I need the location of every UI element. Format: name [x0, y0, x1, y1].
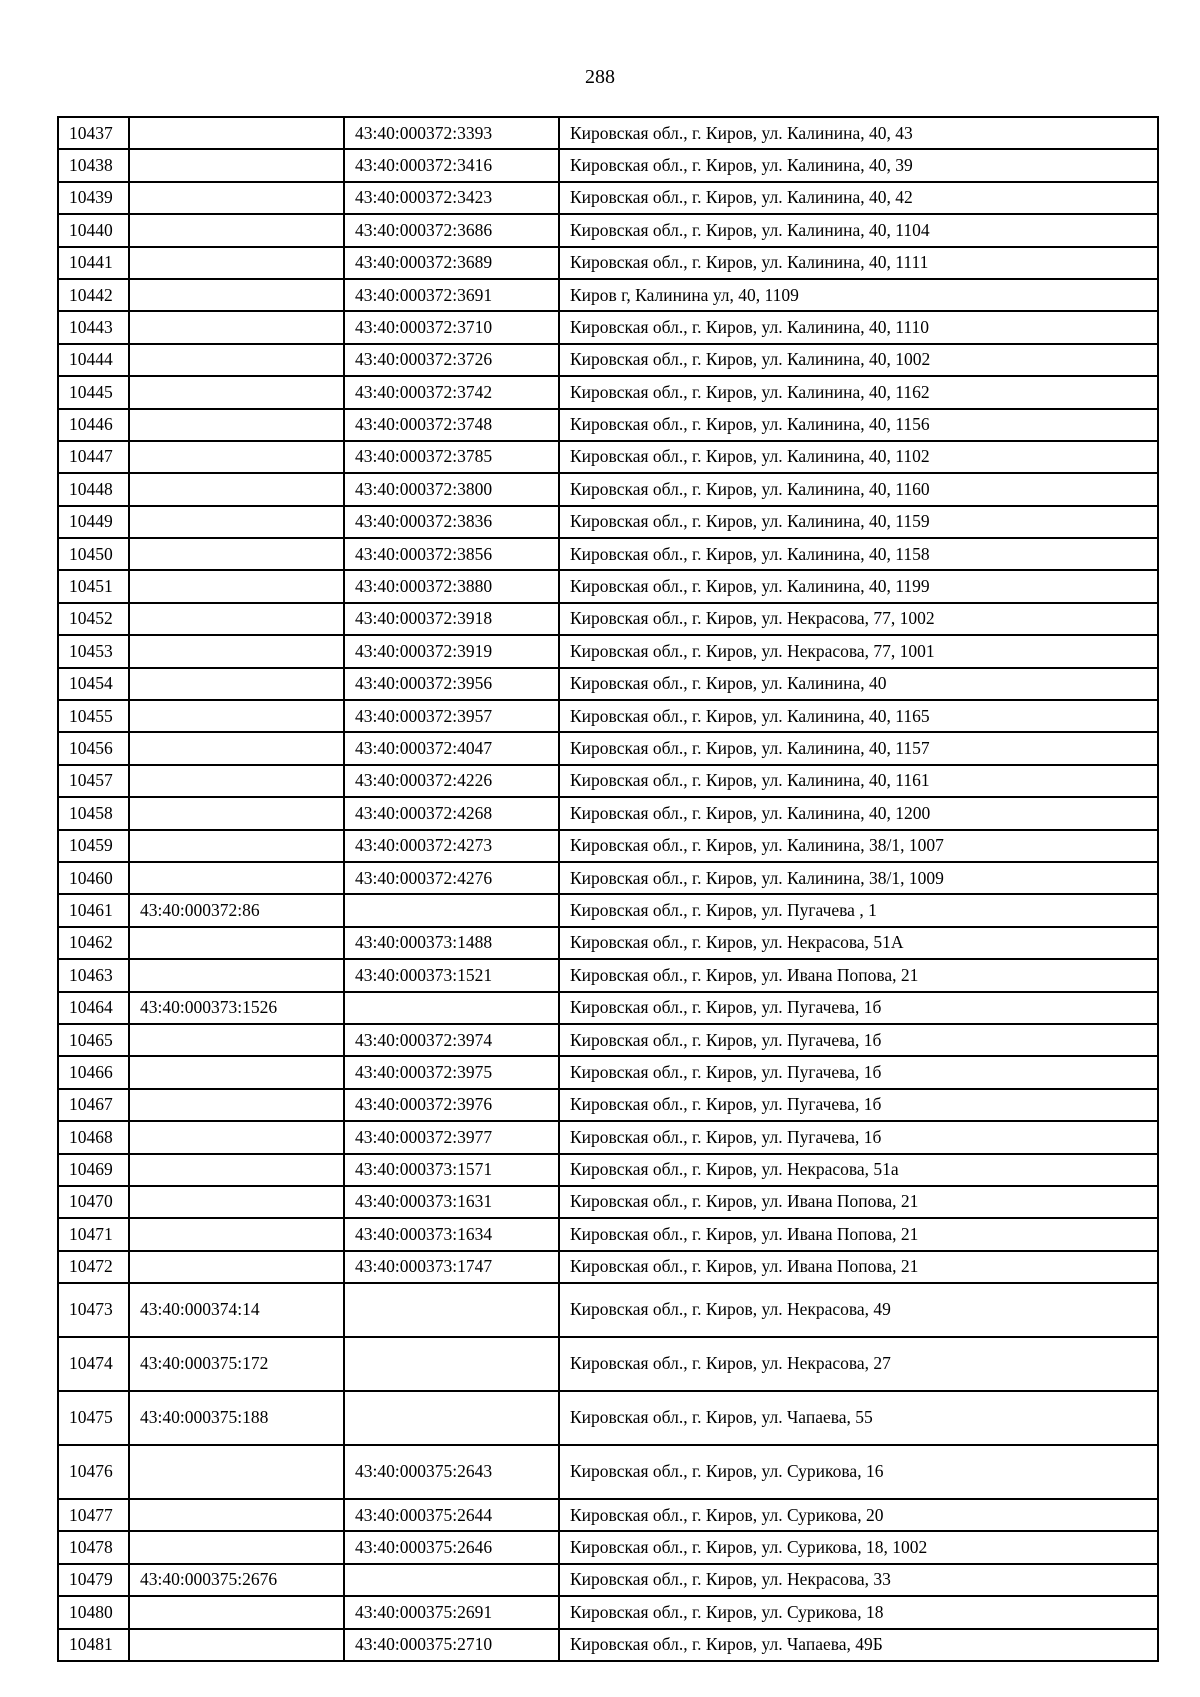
address-cell: Кировская обл., г. Киров, ул. Калинина, 40, 39: [559, 149, 1158, 181]
row-number-cell: 10440: [58, 214, 129, 246]
row-number-cell: 10461: [58, 894, 129, 926]
row-number-cell: 10443: [58, 311, 129, 343]
land-cadastral-number-cell: 43:40:000373:1526: [129, 992, 344, 1024]
land-cadastral-number-cell: [129, 668, 344, 700]
table-row: [58, 732, 1158, 764]
address-cell: Кировская обл., г. Киров, ул. Пугачева, 1б: [559, 1024, 1158, 1056]
row-number-cell: 10444: [58, 344, 129, 376]
object-cadastral-number-cell: 43:40:000372:3691: [344, 279, 559, 311]
address-cell: Кировская обл., г. Киров, ул. Чапаева, 49Б: [559, 1629, 1158, 1661]
object-cadastral-number-cell: 43:40:000372:3975: [344, 1056, 559, 1088]
address-cell: Кировская обл., г. Киров, ул. Некрасова, 49: [559, 1283, 1158, 1337]
table-row: [58, 441, 1158, 473]
land-cadastral-number-cell: [129, 247, 344, 279]
address-cell: Кировская обл., г. Киров, ул. Калинина, 40, 43: [559, 117, 1158, 149]
object-cadastral-number-cell: [344, 992, 559, 1024]
land-cadastral-number-cell: [129, 732, 344, 764]
address-cell: Кировская обл., г. Киров, ул. Пугачева, 1б: [559, 1121, 1158, 1153]
table-row: [58, 182, 1158, 214]
row-number-cell: 10460: [58, 862, 129, 894]
land-cadastral-number-cell: [129, 409, 344, 441]
table-row: [58, 797, 1158, 829]
object-cadastral-number-cell: 43:40:000372:3836: [344, 506, 559, 538]
row-number-cell: 10478: [58, 1531, 129, 1563]
object-cadastral-number-cell: 43:40:000372:4047: [344, 732, 559, 764]
land-cadastral-number-cell: [129, 473, 344, 505]
table-row: [58, 311, 1158, 343]
object-cadastral-number-cell: 43:40:000375:2644: [344, 1499, 559, 1531]
row-number-cell: 10438: [58, 149, 129, 181]
row-number-cell: 10463: [58, 959, 129, 991]
table-row: [58, 214, 1158, 246]
land-cadastral-number-cell: [129, 279, 344, 311]
object-cadastral-number-cell: 43:40:000372:3856: [344, 538, 559, 570]
row-number-cell: 10476: [58, 1445, 129, 1499]
address-cell: Кировская обл., г. Киров, ул. Калинина, 40, 1158: [559, 538, 1158, 570]
table-row: [58, 700, 1158, 732]
land-cadastral-number-cell: [129, 1056, 344, 1088]
object-cadastral-number-cell: 43:40:000375:2710: [344, 1629, 559, 1661]
table-row: [58, 1499, 1158, 1531]
table-row: [58, 1531, 1158, 1563]
address-cell: Кировская обл., г. Киров, ул. Некрасова, 77, 1002: [559, 603, 1158, 635]
land-cadastral-number-cell: [129, 570, 344, 602]
address-cell: Кировская обл., г. Киров, ул. Калинина, 40, 42: [559, 182, 1158, 214]
land-cadastral-number-cell: [129, 506, 344, 538]
row-number-cell: 10468: [58, 1121, 129, 1153]
address-cell: Кировская обл., г. Киров, ул. Сурикова, 18: [559, 1596, 1158, 1628]
object-cadastral-number-cell: 43:40:000373:1488: [344, 927, 559, 959]
object-cadastral-number-cell: 43:40:000373:1521: [344, 959, 559, 991]
row-number-cell: 10457: [58, 765, 129, 797]
row-number-cell: 10447: [58, 441, 129, 473]
row-number-cell: 10452: [58, 603, 129, 635]
row-number-cell: 10454: [58, 668, 129, 700]
address-cell: Кировская обл., г. Киров, ул. Калинина, 40, 1110: [559, 311, 1158, 343]
table-row: [58, 603, 1158, 635]
row-number-cell: 10475: [58, 1391, 129, 1445]
address-cell: Кировская обл., г. Киров, ул. Ивана Попова, 21: [559, 1251, 1158, 1283]
land-cadastral-number-cell: [129, 1445, 344, 1499]
row-number-cell: 10465: [58, 1024, 129, 1056]
object-cadastral-number-cell: 43:40:000372:3726: [344, 344, 559, 376]
table-row: [58, 1445, 1158, 1499]
row-number-cell: 10464: [58, 992, 129, 1024]
object-cadastral-number-cell: 43:40:000372:3956: [344, 668, 559, 700]
address-cell: Кировская обл., г. Киров, ул. Калинина, 38/1, 1007: [559, 830, 1158, 862]
object-cadastral-number-cell: 43:40:000372:3423: [344, 182, 559, 214]
object-cadastral-number-cell: 43:40:000372:3748: [344, 409, 559, 441]
row-number-cell: 10448: [58, 473, 129, 505]
registry-table-body: [58, 117, 1158, 1661]
table-row: [58, 409, 1158, 441]
land-cadastral-number-cell: [129, 1251, 344, 1283]
table-row: [58, 1186, 1158, 1218]
land-cadastral-number-cell: [129, 376, 344, 408]
row-number-cell: 10479: [58, 1564, 129, 1596]
row-number-cell: 10437: [58, 117, 129, 149]
land-cadastral-number-cell: [129, 1499, 344, 1531]
row-number-cell: 10480: [58, 1596, 129, 1628]
table-row: [58, 473, 1158, 505]
table-row: [58, 149, 1158, 181]
land-cadastral-number-cell: [129, 1121, 344, 1153]
table-row: [58, 830, 1158, 862]
object-cadastral-number-cell: [344, 894, 559, 926]
address-cell: Кировская обл., г. Киров, ул. Ивана Попова, 21: [559, 1218, 1158, 1250]
table-row: [58, 538, 1158, 570]
object-cadastral-number-cell: 43:40:000373:1631: [344, 1186, 559, 1218]
land-cadastral-number-cell: [129, 927, 344, 959]
address-cell: Кировская обл., г. Киров, ул. Пугачева , 1: [559, 894, 1158, 926]
page-number: 288: [585, 66, 615, 88]
table-row: [58, 1596, 1158, 1628]
row-number-cell: 10470: [58, 1186, 129, 1218]
row-number-cell: 10442: [58, 279, 129, 311]
land-cadastral-number-cell: [129, 538, 344, 570]
object-cadastral-number-cell: 43:40:000375:2691: [344, 1596, 559, 1628]
land-cadastral-number-cell: [129, 1629, 344, 1661]
row-number-cell: 10441: [58, 247, 129, 279]
row-number-cell: 10455: [58, 700, 129, 732]
land-cadastral-number-cell: [129, 1089, 344, 1121]
table-row: [58, 1564, 1158, 1596]
address-cell: Кировская обл., г. Киров, ул. Ивана Попова, 21: [559, 959, 1158, 991]
row-number-cell: 10449: [58, 506, 129, 538]
object-cadastral-number-cell: 43:40:000372:3800: [344, 473, 559, 505]
land-cadastral-number-cell: [129, 1596, 344, 1628]
land-cadastral-number-cell: [129, 344, 344, 376]
object-cadastral-number-cell: 43:40:000372:4276: [344, 862, 559, 894]
table-row: [58, 1391, 1158, 1445]
row-number-cell: 10481: [58, 1629, 129, 1661]
table-row: [58, 992, 1158, 1024]
object-cadastral-number-cell: 43:40:000372:3785: [344, 441, 559, 473]
object-cadastral-number-cell: 43:40:000372:3918: [344, 603, 559, 635]
row-number-cell: 10467: [58, 1089, 129, 1121]
table-row: [58, 1337, 1158, 1391]
row-number-cell: 10450: [58, 538, 129, 570]
table-row: [58, 1629, 1158, 1661]
land-cadastral-number-cell: [129, 182, 344, 214]
land-cadastral-number-cell: [129, 1218, 344, 1250]
land-cadastral-number-cell: [129, 1024, 344, 1056]
row-number-cell: 10469: [58, 1154, 129, 1186]
address-cell: Кировская обл., г. Киров, ул. Калинина, 40, 1200: [559, 797, 1158, 829]
land-cadastral-number-cell: [129, 117, 344, 149]
object-cadastral-number-cell: 43:40:000372:3393: [344, 117, 559, 149]
address-cell: Кировская обл., г. Киров, ул. Калинина, 40, 1199: [559, 570, 1158, 602]
land-cadastral-number-cell: [129, 959, 344, 991]
object-cadastral-number-cell: 43:40:000372:3957: [344, 700, 559, 732]
object-cadastral-number-cell: [344, 1391, 559, 1445]
address-cell: Кировская обл., г. Киров, ул. Ивана Попова, 21: [559, 1186, 1158, 1218]
object-cadastral-number-cell: 43:40:000372:3686: [344, 214, 559, 246]
object-cadastral-number-cell: 43:40:000372:3742: [344, 376, 559, 408]
address-cell: Кировская обл., г. Киров, ул. Сурикова, 20: [559, 1499, 1158, 1531]
address-cell: Кировская обл., г. Киров, ул. Некрасова, 33: [559, 1564, 1158, 1596]
row-number-cell: 10451: [58, 570, 129, 602]
table-row: [58, 344, 1158, 376]
address-cell: Кировская обл., г. Киров, ул. Пугачева, 1б: [559, 992, 1158, 1024]
table-row: [58, 959, 1158, 991]
table-row: [58, 506, 1158, 538]
object-cadastral-number-cell: 43:40:000372:3710: [344, 311, 559, 343]
table-row: [58, 376, 1158, 408]
registry-table: [57, 116, 1159, 1662]
object-cadastral-number-cell: 43:40:000372:3974: [344, 1024, 559, 1056]
address-cell: Кировская обл., г. Киров, ул. Калинина, 40, 1002: [559, 344, 1158, 376]
address-cell: Кировская обл., г. Киров, ул. Некрасова, 51а: [559, 1154, 1158, 1186]
address-cell: Киров г, Калинина ул, 40, 1109: [559, 279, 1158, 311]
address-cell: Кировская обл., г. Киров, ул. Калинина, 40, 1157: [559, 732, 1158, 764]
object-cadastral-number-cell: 43:40:000372:4268: [344, 797, 559, 829]
row-number-cell: 10472: [58, 1251, 129, 1283]
land-cadastral-number-cell: [129, 1186, 344, 1218]
row-number-cell: 10439: [58, 182, 129, 214]
table-row: [58, 927, 1158, 959]
table-row: [58, 117, 1158, 149]
land-cadastral-number-cell: 43:40:000375:188: [129, 1391, 344, 1445]
address-cell: Кировская обл., г. Киров, ул. Калинина, 40, 1160: [559, 473, 1158, 505]
row-number-cell: 10445: [58, 376, 129, 408]
address-cell: Кировская обл., г. Киров, ул. Калинина, 40, 1156: [559, 409, 1158, 441]
table-row: [58, 1024, 1158, 1056]
table-row: [58, 1121, 1158, 1153]
land-cadastral-number-cell: [129, 149, 344, 181]
object-cadastral-number-cell: [344, 1564, 559, 1596]
table-row: [58, 765, 1158, 797]
land-cadastral-number-cell: [129, 635, 344, 667]
row-number-cell: 10466: [58, 1056, 129, 1088]
address-cell: Кировская обл., г. Киров, ул. Пугачева, 1б: [559, 1056, 1158, 1088]
address-cell: Кировская обл., г. Киров, ул. Калинина, 40, 1159: [559, 506, 1158, 538]
land-cadastral-number-cell: [129, 862, 344, 894]
land-cadastral-number-cell: [129, 441, 344, 473]
address-cell: Кировская обл., г. Киров, ул. Некрасова, 77, 1001: [559, 635, 1158, 667]
land-cadastral-number-cell: [129, 603, 344, 635]
object-cadastral-number-cell: [344, 1283, 559, 1337]
address-cell: Кировская обл., г. Киров, ул. Некрасова, 27: [559, 1337, 1158, 1391]
land-cadastral-number-cell: 43:40:000375:172: [129, 1337, 344, 1391]
object-cadastral-number-cell: 43:40:000373:1634: [344, 1218, 559, 1250]
land-cadastral-number-cell: [129, 1531, 344, 1563]
address-cell: Кировская обл., г. Киров, ул. Калинина, 40, 1111: [559, 247, 1158, 279]
row-number-cell: 10459: [58, 830, 129, 862]
object-cadastral-number-cell: 43:40:000372:3977: [344, 1121, 559, 1153]
row-number-cell: 10473: [58, 1283, 129, 1337]
land-cadastral-number-cell: [129, 1154, 344, 1186]
object-cadastral-number-cell: 43:40:000372:3689: [344, 247, 559, 279]
land-cadastral-number-cell: 43:40:000372:86: [129, 894, 344, 926]
table-row: [58, 668, 1158, 700]
object-cadastral-number-cell: 43:40:000372:3880: [344, 570, 559, 602]
land-cadastral-number-cell: [129, 311, 344, 343]
row-number-cell: 10456: [58, 732, 129, 764]
table-row: [58, 894, 1158, 926]
table-row: [58, 635, 1158, 667]
address-cell: Кировская обл., г. Киров, ул. Калинина, 40, 1102: [559, 441, 1158, 473]
row-number-cell: 10453: [58, 635, 129, 667]
row-number-cell: 10477: [58, 1499, 129, 1531]
object-cadastral-number-cell: 43:40:000372:4273: [344, 830, 559, 862]
object-cadastral-number-cell: [344, 1337, 559, 1391]
object-cadastral-number-cell: 43:40:000372:3416: [344, 149, 559, 181]
table-row: [58, 1056, 1158, 1088]
address-cell: Кировская обл., г. Киров, ул. Калинина, 40, 1104: [559, 214, 1158, 246]
address-cell: Кировская обл., г. Киров, ул. Сурикова, 16: [559, 1445, 1158, 1499]
object-cadastral-number-cell: 43:40:000372:4226: [344, 765, 559, 797]
table-row: [58, 279, 1158, 311]
table-row: [58, 570, 1158, 602]
table-row: [58, 1218, 1158, 1250]
row-number-cell: 10446: [58, 409, 129, 441]
land-cadastral-number-cell: [129, 765, 344, 797]
row-number-cell: 10474: [58, 1337, 129, 1391]
address-cell: Кировская обл., г. Киров, ул. Калинина, 38/1, 1009: [559, 862, 1158, 894]
table-row: [58, 1089, 1158, 1121]
address-cell: Кировская обл., г. Киров, ул. Калинина, 40: [559, 668, 1158, 700]
table-row: [58, 247, 1158, 279]
table-row: [58, 1154, 1158, 1186]
address-cell: Кировская обл., г. Киров, ул. Сурикова, 18, 1002: [559, 1531, 1158, 1563]
address-cell: Кировская обл., г. Киров, ул. Калинина, 40, 1161: [559, 765, 1158, 797]
address-cell: Кировская обл., г. Киров, ул. Некрасова, 51А: [559, 927, 1158, 959]
address-cell: Кировская обл., г. Киров, ул. Калинина, 40, 1162: [559, 376, 1158, 408]
object-cadastral-number-cell: 43:40:000375:2643: [344, 1445, 559, 1499]
land-cadastral-number-cell: [129, 797, 344, 829]
address-cell: Кировская обл., г. Киров, ул. Пугачева, 1б: [559, 1089, 1158, 1121]
land-cadastral-number-cell: [129, 214, 344, 246]
object-cadastral-number-cell: 43:40:000372:3919: [344, 635, 559, 667]
land-cadastral-number-cell: 43:40:000374:14: [129, 1283, 344, 1337]
land-cadastral-number-cell: [129, 700, 344, 732]
row-number-cell: 10458: [58, 797, 129, 829]
object-cadastral-number-cell: 43:40:000375:2646: [344, 1531, 559, 1563]
table-row: [58, 1283, 1158, 1337]
object-cadastral-number-cell: 43:40:000373:1571: [344, 1154, 559, 1186]
table-row: [58, 862, 1158, 894]
row-number-cell: 10471: [58, 1218, 129, 1250]
table-row: [58, 1251, 1158, 1283]
object-cadastral-number-cell: 43:40:000373:1747: [344, 1251, 559, 1283]
land-cadastral-number-cell: 43:40:000375:2676: [129, 1564, 344, 1596]
address-cell: Кировская обл., г. Киров, ул. Чапаева, 55: [559, 1391, 1158, 1445]
address-cell: Кировская обл., г. Киров, ул. Калинина, 40, 1165: [559, 700, 1158, 732]
land-cadastral-number-cell: [129, 830, 344, 862]
row-number-cell: 10462: [58, 927, 129, 959]
object-cadastral-number-cell: 43:40:000372:3976: [344, 1089, 559, 1121]
